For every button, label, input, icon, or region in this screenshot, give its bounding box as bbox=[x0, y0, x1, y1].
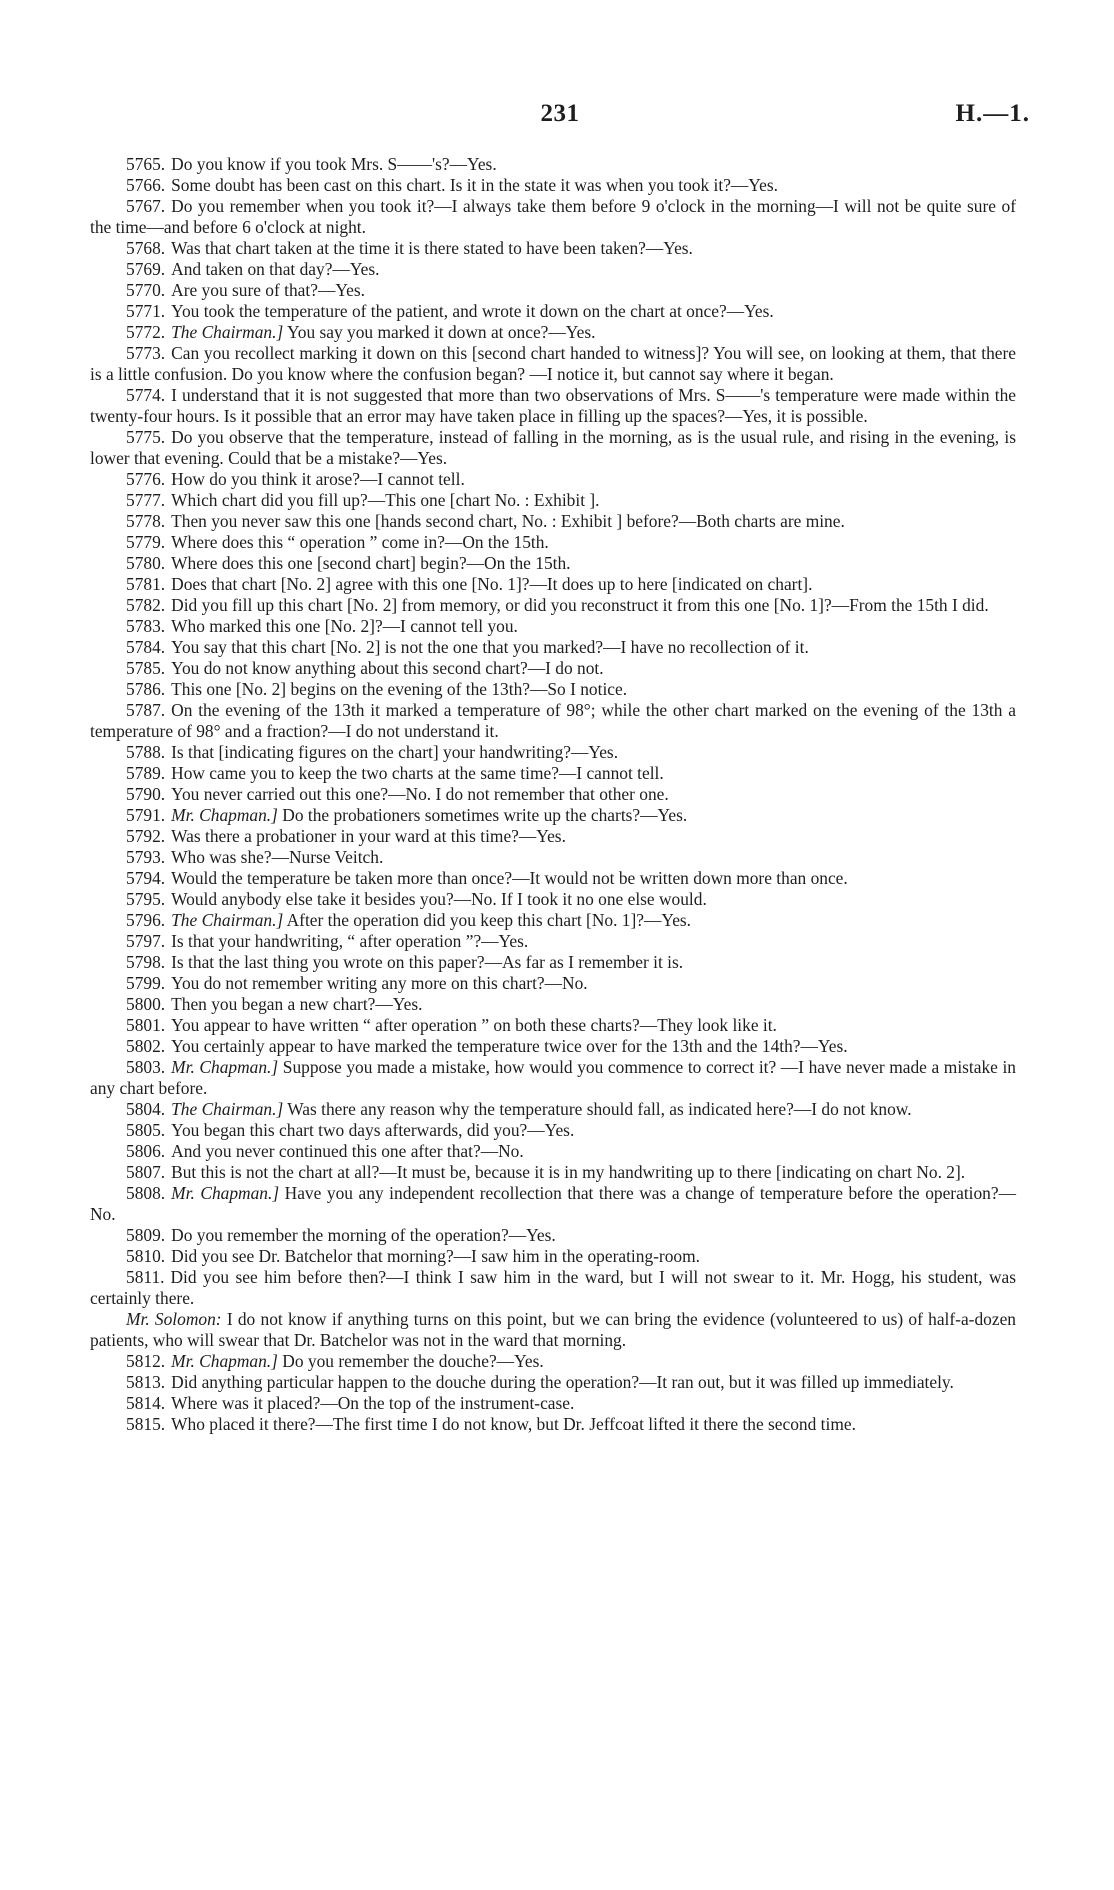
testimony-paragraph bbox=[90, 1141, 1016, 1162]
paragraph-number: 5807. bbox=[126, 1162, 166, 1182]
testimony-paragraph bbox=[90, 700, 1016, 742]
paragraph-number: 5765. bbox=[126, 154, 166, 174]
document-id: H.—1. bbox=[955, 100, 1030, 127]
paragraph-number: 5772. bbox=[126, 322, 166, 342]
testimony-paragraph bbox=[90, 196, 1016, 238]
paragraph-text: You appear to have written “ after operation ” on both these charts?—They look like it. bbox=[171, 1015, 777, 1035]
testimony-paragraph bbox=[90, 616, 1016, 637]
paragraph-text: You do not remember writing any more on this chart?—No. bbox=[171, 973, 588, 993]
paragraph-number: 5806. bbox=[126, 1141, 166, 1161]
paragraph-number: 5779. bbox=[126, 532, 166, 552]
paragraph-number: 5791. bbox=[126, 805, 166, 825]
paragraph-number: 5815. bbox=[126, 1414, 166, 1434]
paragraph-text: Who was she?—Nurse Veitch. bbox=[171, 847, 384, 867]
testimony-paragraph bbox=[90, 679, 1016, 700]
paragraph-text: You never carried out this one?—No. I do not remember that other one. bbox=[171, 784, 669, 804]
testimony-paragraph bbox=[90, 1351, 1016, 1372]
speaker-label: The Chairman.] bbox=[171, 1099, 284, 1119]
paragraph-text: Who marked this one [No. 2]?—I cannot tell you. bbox=[171, 616, 518, 636]
testimony-paragraph bbox=[90, 952, 1016, 973]
testimony-paragraph bbox=[90, 1393, 1016, 1414]
paragraph-text: Would the temperature be taken more than once?—It would not be written down more than once. bbox=[171, 868, 848, 888]
testimony-paragraph bbox=[90, 1036, 1016, 1057]
testimony-paragraph bbox=[90, 1372, 1016, 1393]
testimony-paragraph bbox=[90, 1309, 1016, 1351]
testimony-paragraph bbox=[90, 532, 1016, 553]
paragraph-number: 5771. bbox=[126, 301, 166, 321]
paragraph-text: You say you marked it down at once?—Yes. bbox=[286, 322, 596, 342]
paragraph-number: 5804. bbox=[126, 1099, 166, 1119]
paragraph-number: 5766. bbox=[126, 175, 166, 195]
testimony-paragraph bbox=[90, 1246, 1016, 1267]
testimony-paragraph bbox=[90, 973, 1016, 994]
paragraph-text: Is that [indicating figures on the chart] your handwriting?—Yes. bbox=[171, 742, 619, 762]
paragraph-text: Do you remember the douche?—Yes. bbox=[282, 1351, 544, 1371]
paragraph-number: 5790. bbox=[126, 784, 166, 804]
paragraph-number: 5797. bbox=[126, 931, 166, 951]
paragraph-number: 5795. bbox=[126, 889, 166, 909]
paragraph-number: 5814. bbox=[126, 1393, 166, 1413]
paragraph-text: You say that this chart [No. 2] is not the one that you marked?—I have no recollection of it. bbox=[171, 637, 809, 657]
paragraph-number: 5787. bbox=[126, 700, 166, 720]
testimony-paragraph bbox=[90, 427, 1016, 469]
paragraph-number: 5798. bbox=[126, 952, 166, 972]
paragraph-text: Was there any reason why the temperature should fall, as indicated here?—I do not know. bbox=[287, 1099, 912, 1119]
testimony-paragraph bbox=[90, 658, 1016, 679]
paragraph-text: Was that chart taken at the time it is there stated to have been taken?—Yes. bbox=[171, 238, 693, 258]
paragraph-number: 5789. bbox=[126, 763, 166, 783]
testimony-paragraph bbox=[90, 322, 1016, 343]
testimony-paragraph bbox=[90, 1162, 1016, 1183]
paragraph-text: You began this chart two days afterwards, did you?—Yes. bbox=[171, 1120, 575, 1140]
testimony-paragraph bbox=[90, 742, 1016, 763]
page-number: 231 bbox=[540, 100, 580, 127]
paragraph-number: 5777. bbox=[126, 490, 166, 510]
speaker-label: Mr. Chapman.] bbox=[171, 1057, 279, 1077]
paragraph-text: Then you never saw this one [hands second chart, No. : Exhibit ] before?—Both charts are mine. bbox=[171, 511, 845, 531]
paragraph-text: After the operation did you keep this chart [No. 1]?—Yes. bbox=[286, 910, 692, 930]
testimony-paragraph bbox=[90, 847, 1016, 868]
paragraph-text: Who placed it there?—The first time I do not know, but Dr. Jeffcoat lifted it there the second time. bbox=[171, 1414, 856, 1434]
paragraph-text: You took the temperature of the patient, and wrote it down on the chart at once?—Yes. bbox=[171, 301, 774, 321]
paragraph-text: Do you know if you took Mrs. S——'s?—Yes. bbox=[171, 154, 497, 174]
paragraph-number: 5768. bbox=[126, 238, 166, 258]
testimony-paragraph bbox=[90, 469, 1016, 490]
paragraph-text: How came you to keep the two charts at the same time?—I cannot tell. bbox=[171, 763, 664, 783]
paragraph-number: 5775. bbox=[126, 427, 166, 447]
speaker-label: Mr. Chapman.] bbox=[171, 1183, 280, 1203]
testimony-paragraph bbox=[90, 1267, 1016, 1309]
paragraph-number: 5782. bbox=[126, 595, 166, 615]
testimony-paragraph bbox=[90, 1120, 1016, 1141]
paragraph-text: Do you observe that the temperature, instead of falling in the morning, as is the usual rule, and rising in the evening, is lower that evening. Could that be a mistake?—Yes. bbox=[90, 427, 1016, 468]
paragraph-text: Do you remember when you took it?—I always take them before 9 o'clock in the morning—I will not be quite sure of the time—and before 6 o'clock at night. bbox=[90, 196, 1016, 237]
paragraph-text: Suppose you made a mistake, how would you commence to correct it? —I have never made a mistake in any chart before. bbox=[90, 1057, 1017, 1098]
testimony-paragraph bbox=[90, 1099, 1016, 1120]
testimony-paragraph bbox=[90, 595, 1016, 616]
paragraph-text: Where was it placed?—On the top of the instrument-case. bbox=[171, 1393, 575, 1413]
testimony-paragraph bbox=[90, 238, 1016, 259]
paragraph-number: 5792. bbox=[126, 826, 166, 846]
testimony-paragraph bbox=[90, 280, 1016, 301]
paragraph-text: But this is not the chart at all?—It must be, because it is in my handwriting up to there [indicating on chart No. 2]. bbox=[171, 1162, 966, 1182]
paragraph-number: 5780. bbox=[126, 553, 166, 573]
testimony-paragraph bbox=[90, 910, 1016, 931]
paragraph-number: 5794. bbox=[126, 868, 166, 888]
paragraph-text: I understand that it is not suggested that more than two observations of Mrs. S——'s temperature were made within the twenty-four hours. Is it possible that an error may have taken place in filling up the spaces?—Yes, it is possible. bbox=[90, 385, 1016, 426]
paragraph-number: 5778. bbox=[126, 511, 166, 531]
paragraph-text: Is that the last thing you wrote on this paper?—As far as I remember it is. bbox=[171, 952, 684, 972]
paragraph-text: Do you remember the morning of the operation?—Yes. bbox=[171, 1225, 556, 1245]
paragraph-number: 5783. bbox=[126, 616, 166, 636]
paragraph-text: You certainly appear to have marked the temperature twice over for the 13th and the 14th?—Yes. bbox=[171, 1036, 848, 1056]
paragraph-number: 5801. bbox=[126, 1015, 166, 1035]
testimony-paragraph bbox=[90, 1015, 1016, 1036]
paragraph-text: Which chart did you fill up?—This one [chart No. : Exhibit ]. bbox=[171, 490, 600, 510]
paragraph-number: 5809. bbox=[126, 1225, 166, 1245]
paragraph-number: 5776. bbox=[126, 469, 166, 489]
paragraph-text: Then you began a new chart?—Yes. bbox=[171, 994, 423, 1014]
paragraph-number: 5811. bbox=[126, 1267, 165, 1287]
paragraph-text: Can you recollect marking it down on this [second chart handed to witness]? You will see, on looking at them, that there is a little confusion. Do you know where the confusion began? —I notice it, but cannot say where it began. bbox=[90, 343, 1016, 384]
testimony-paragraph bbox=[90, 1225, 1016, 1246]
paragraph-text: Did anything particular happen to the douche during the operation?—It ran out, but it was filled up immediately. bbox=[171, 1372, 954, 1392]
paragraph-text: Did you fill up this chart [No. 2] from memory, or did you reconstruct it from this one [No. 1]?—From the 15th I did. bbox=[171, 595, 989, 615]
speaker-label: Mr. Solomon: bbox=[126, 1309, 222, 1329]
paragraph-number: 5799. bbox=[126, 973, 166, 993]
testimony-paragraph bbox=[90, 889, 1016, 910]
testimony-paragraph bbox=[90, 763, 1016, 784]
testimony-paragraph bbox=[90, 553, 1016, 574]
paragraph-number: 5813. bbox=[126, 1372, 166, 1392]
testimony-paragraph bbox=[90, 1183, 1016, 1225]
paragraph-number: 5784. bbox=[126, 637, 166, 657]
testimony-paragraph bbox=[90, 868, 1016, 889]
paragraph-text: Where does this “ operation ” come in?—On the 15th. bbox=[171, 532, 549, 552]
paragraph-text: Is that your handwriting, “ after operation ”?—Yes. bbox=[171, 931, 529, 951]
paragraph-number: 5796. bbox=[126, 910, 166, 930]
testimony-paragraph bbox=[90, 637, 1016, 658]
paragraph-number: 5800. bbox=[126, 994, 166, 1014]
testimony-paragraph bbox=[90, 805, 1016, 826]
paragraph-number: 5786. bbox=[126, 679, 166, 699]
paragraph-text: Are you sure of that?—Yes. bbox=[171, 280, 365, 300]
paragraph-text: How do you think it arose?—I cannot tell. bbox=[171, 469, 465, 489]
testimony-paragraph bbox=[90, 994, 1016, 1015]
paragraph-text: Was there a probationer in your ward at this time?—Yes. bbox=[171, 826, 566, 846]
speaker-label: The Chairman.] bbox=[171, 910, 284, 930]
paragraph-number: 5802. bbox=[126, 1036, 166, 1056]
paragraph-number: 5810. bbox=[126, 1246, 166, 1266]
testimony-paragraph bbox=[90, 175, 1016, 196]
paragraph-text: Would anybody else take it besides you?—No. If I took it no one else would. bbox=[171, 889, 707, 909]
paragraph-text: Do the probationers sometimes write up the charts?—Yes. bbox=[282, 805, 688, 825]
paragraph-text: And taken on that day?—Yes. bbox=[171, 259, 380, 279]
paragraph-text: This one [No. 2] begins on the evening of the 13th?—So I notice. bbox=[171, 679, 628, 699]
paragraph-number: 5805. bbox=[126, 1120, 166, 1140]
paragraph-text: I do not know if anything turns on this point, but we can bring the evidence (volunteered to us) of half-a-dozen patients, who will swear that Dr. Batchelor was not in the ward that morning. bbox=[90, 1309, 1016, 1350]
paragraph-number: 5770. bbox=[126, 280, 166, 300]
paragraph-text: And you never continued this one after that?—No. bbox=[171, 1141, 524, 1161]
testimony-paragraph bbox=[90, 490, 1016, 511]
testimony-paragraph bbox=[90, 1414, 1016, 1435]
paragraph-number: 5803. bbox=[126, 1057, 166, 1077]
testimony-paragraph bbox=[90, 301, 1016, 322]
paragraph-number: 5769. bbox=[126, 259, 166, 279]
paragraph-number: 5781. bbox=[126, 574, 166, 594]
speaker-label: Mr. Chapman.] bbox=[171, 1351, 278, 1371]
paragraph-number: 5774. bbox=[126, 385, 166, 405]
paragraph-number: 5773. bbox=[126, 343, 166, 363]
paragraph-text: Did you see Dr. Batchelor that morning?—I saw him in the operating-room. bbox=[171, 1246, 700, 1266]
testimony-paragraph bbox=[90, 784, 1016, 805]
paragraph-text: Did you see him before then?—I think I saw him in the ward, but I will not swear to it. Mr. Hogg, his student, was certainly there. bbox=[90, 1267, 1016, 1308]
paragraph-text: You do not know anything about this second chart?—I do not. bbox=[171, 658, 604, 678]
testimony-body bbox=[90, 154, 1016, 1435]
testimony-paragraph bbox=[90, 511, 1016, 532]
paragraph-text: Where does this one [second chart] begin?—On the 15th. bbox=[171, 553, 571, 573]
testimony-paragraph bbox=[90, 574, 1016, 595]
testimony-paragraph bbox=[90, 259, 1016, 280]
testimony-paragraph bbox=[90, 385, 1016, 427]
paragraph-text: On the evening of the 13th it marked a temperature of 98°; while the other chart marked on the evening of the 13th a temperature of 98° and a fraction?—I do not understand it. bbox=[90, 700, 1016, 741]
paragraph-number: 5812. bbox=[126, 1351, 166, 1371]
testimony-paragraph bbox=[90, 1057, 1016, 1099]
paragraph-number: 5793. bbox=[126, 847, 166, 867]
paragraph-text: Some doubt has been cast on this chart. Is it in the state it was when you took it?—Yes. bbox=[171, 175, 778, 195]
testimony-paragraph bbox=[90, 931, 1016, 952]
testimony-paragraph bbox=[90, 826, 1016, 847]
testimony-paragraph bbox=[90, 343, 1016, 385]
paragraph-number: 5788. bbox=[126, 742, 166, 762]
speaker-label: The Chairman.] bbox=[171, 322, 284, 342]
paragraph-number: 5808. bbox=[126, 1183, 166, 1203]
paragraph-text: Have you any independent recollection that there was a change of temperature before the operation?—No. bbox=[90, 1183, 1016, 1224]
page-header bbox=[90, 100, 1030, 134]
testimony-paragraph bbox=[90, 154, 1016, 175]
paragraph-number: 5785. bbox=[126, 658, 166, 678]
paragraph-number: 5767. bbox=[126, 196, 166, 216]
speaker-label: Mr. Chapman.] bbox=[171, 805, 278, 825]
paragraph-text: Does that chart [No. 2] agree with this one [No. 1]?—It does up to here [indicated on chart]. bbox=[171, 574, 813, 594]
